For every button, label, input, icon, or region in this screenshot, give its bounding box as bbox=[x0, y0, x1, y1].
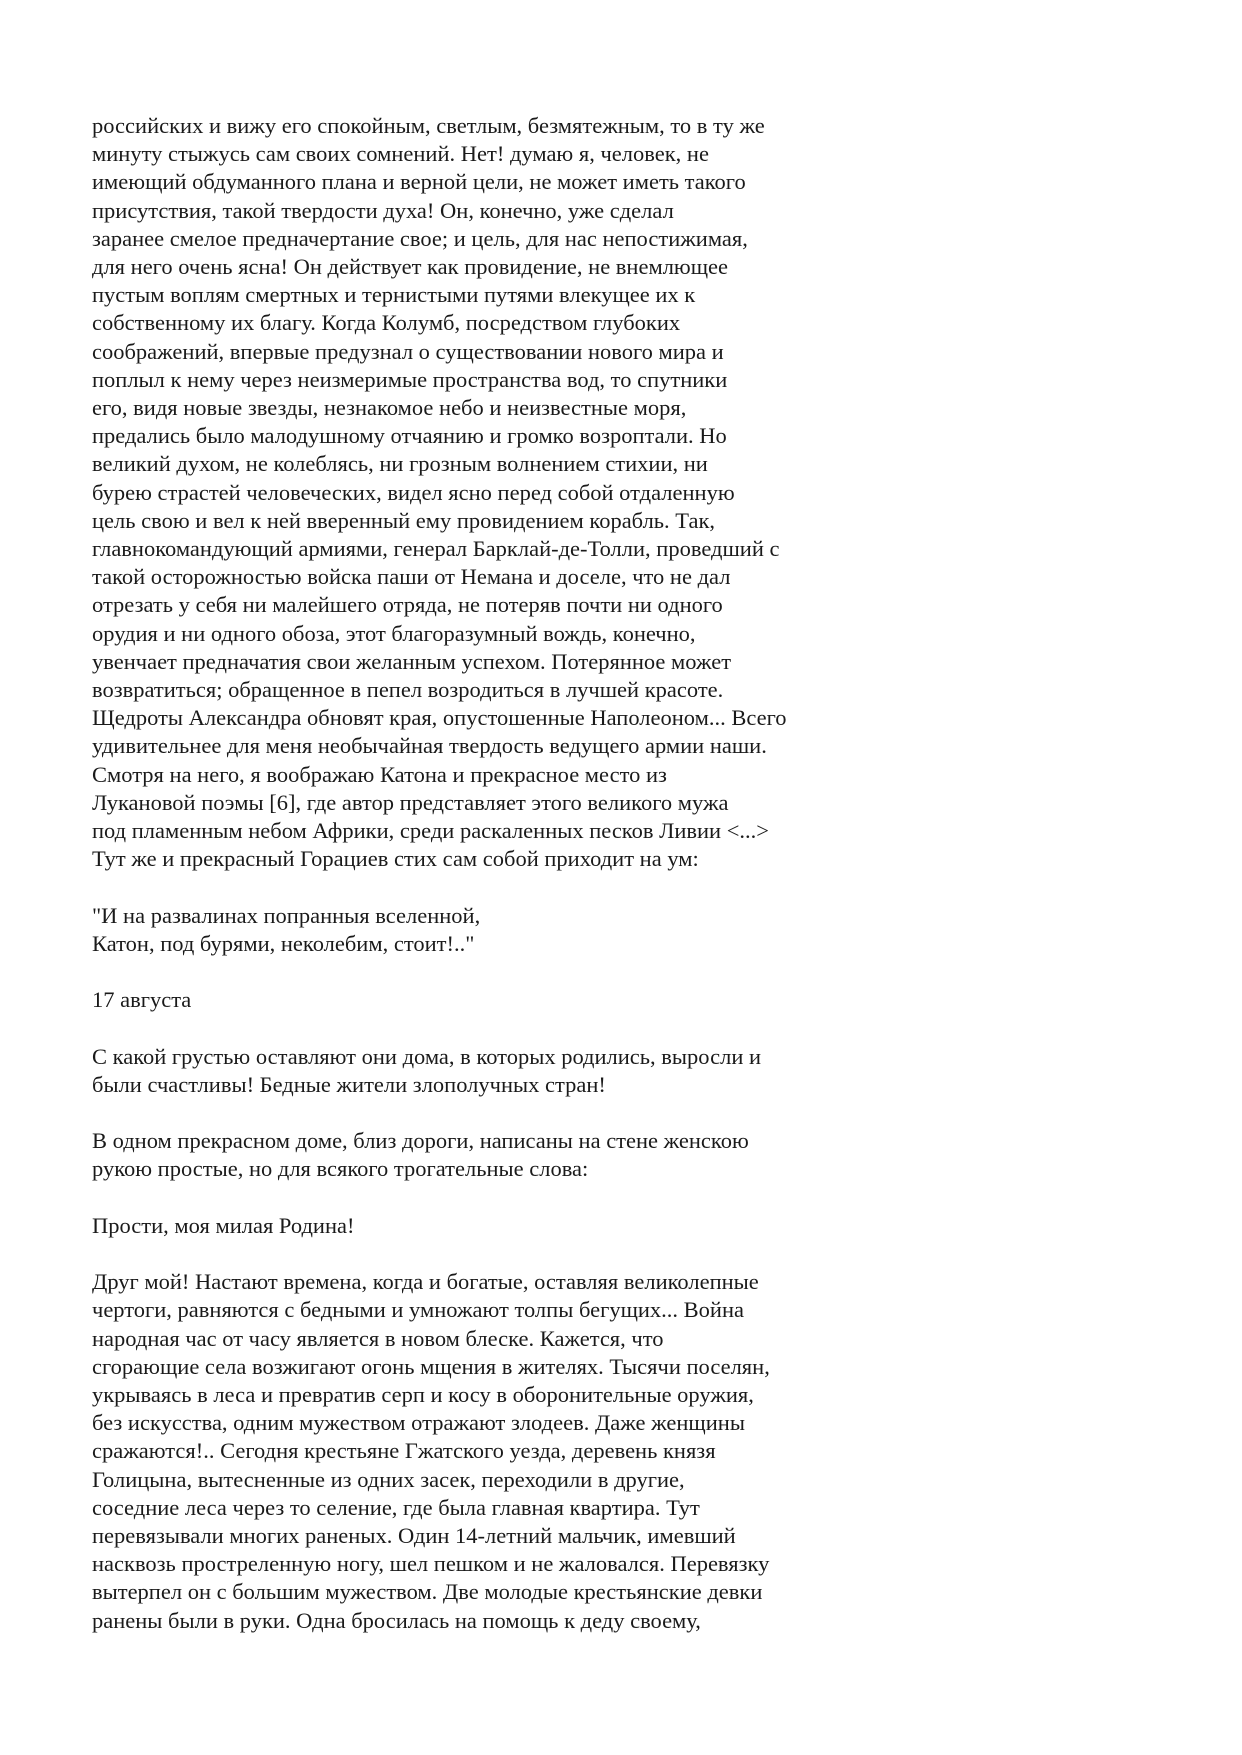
inscription-quote bbox=[92, 1212, 1152, 1240]
text-line: удивительнее для меня необычайная твердость ведущего армии наши. bbox=[92, 733, 767, 759]
text-line: великий духом, не колеблясь, ни грозным волнением стихии, ни bbox=[92, 451, 708, 477]
text-line: перевязывали многих раненых. Один 14-летний мальчик, имевший bbox=[92, 1523, 736, 1549]
text-line: собственному их благу. Когда Колумб, посредством глубоких bbox=[92, 310, 681, 336]
document-page bbox=[92, 112, 1152, 1635]
paragraph-spacer bbox=[92, 1184, 1152, 1212]
text-line: для него очень ясна! Он действует как провидение, не внемлющее bbox=[92, 254, 729, 280]
text-line: Лукановой поэмы [6], где автор представляет этого великого мужа bbox=[92, 789, 729, 815]
text-line: его, видя новые звезды, незнакомое небо и неизвестные моря, bbox=[92, 395, 687, 421]
document-body bbox=[92, 112, 1152, 1635]
text-line: поплыл к нему через неизмеримые пространства вод, то спутники bbox=[92, 366, 728, 392]
text-line: пустым воплям смертных и тернистыми путями влекущее их к bbox=[92, 282, 696, 308]
text-line: В одном прекрасном доме, близ дороги, написаны на стене женскою bbox=[92, 1128, 749, 1154]
paragraph-main-text bbox=[92, 112, 1152, 873]
paragraph-sadness bbox=[92, 1043, 1152, 1099]
paragraph-inscription bbox=[92, 1127, 1152, 1183]
paragraph-spacer bbox=[92, 1240, 1152, 1268]
text-line: российских и вижу его спокойным, светлым, безмятежным, то в ту же bbox=[92, 113, 765, 138]
text-line: без искусства, одним мужеством отражают злодеев. Даже женщины bbox=[92, 1410, 745, 1436]
text-line: цель свою и вел к ней вверенный ему провидением корабль. Так, bbox=[92, 507, 716, 533]
text-line: предались было малодушному отчаянию и громко возроптали. Но bbox=[92, 423, 727, 449]
text-line: Тут же и прекрасный Горациев стих сам собой приходит на ум: bbox=[92, 846, 699, 872]
verse-quote bbox=[92, 902, 1152, 958]
text-line: отрезать у себя ни малейшего отряда, не потеряв почти ни одного bbox=[92, 592, 723, 618]
text-line: рукою простые, но для всякого трогательные слова: bbox=[92, 1156, 589, 1182]
paragraph-spacer bbox=[92, 873, 1152, 901]
text-line: насквозь простреленную ногу, шел пешком и не жаловался. Перевязку bbox=[92, 1551, 770, 1577]
text-line: под пламенным небом Африки, среди раскаленных песков Ливии <...> bbox=[92, 818, 769, 844]
text-line: возвратиться; обращенное в пепел возродиться в лучшей красоте. bbox=[92, 677, 724, 703]
text-line: Прости, моя милая Родина! bbox=[92, 1212, 355, 1238]
text-line: Смотря на него, я воображаю Катона и прекрасное место из bbox=[92, 761, 667, 787]
text-line: народная час от часу является в новом блеске. Кажется, что bbox=[92, 1325, 664, 1351]
paragraph-spacer bbox=[92, 1014, 1152, 1042]
text-line: ранены были в руки. Одна бросилась на помощь к деду своему, bbox=[92, 1607, 701, 1633]
text-line: соображений, впервые предузнал о существовании нового мира и bbox=[92, 338, 724, 364]
text-line: такой осторожностью войска паши от Немана и доселе, что не дал bbox=[92, 564, 731, 590]
text-line: сражаются!.. Сегодня крестьяне Гжатского уезда, деревень князя bbox=[92, 1438, 716, 1464]
text-line: 17 августа bbox=[92, 987, 192, 1013]
text-line: "И на развалинах попранныя вселенной, bbox=[92, 902, 481, 928]
paragraph-spacer bbox=[92, 958, 1152, 986]
text-line: вытерпел он с большим мужеством. Две молодые крестьянские девки bbox=[92, 1579, 763, 1605]
text-line: Друг мой! Настают времена, когда и богатые, оставляя великолепные bbox=[92, 1269, 759, 1295]
text-line: С какой грустью оставляют они дома, в которых родились, выросли и bbox=[92, 1043, 762, 1069]
text-line: соседние леса через то селение, где была главная квартира. Тут bbox=[92, 1494, 700, 1520]
text-line: минуту стыжусь сам своих сомнений. Нет! думаю я, человек, не bbox=[92, 141, 709, 167]
text-line: бурею страстей человеческих, видел ясно перед собой отдаленную bbox=[92, 479, 735, 505]
text-line: Щедроты Александра обновят края, опустошенные Наполеоном... Всего bbox=[92, 705, 787, 731]
text-line: Голицына, вытесненные из одних засек, переходили в другие, bbox=[92, 1466, 685, 1492]
date-heading bbox=[92, 986, 1152, 1014]
text-line: укрываясь в леса и превратив серп и косу в оборонительные оружия, bbox=[92, 1382, 754, 1408]
paragraph-spacer bbox=[92, 1099, 1152, 1127]
text-line: были счастливы! Бедные жители злополучных стран! bbox=[92, 1071, 606, 1097]
text-line: заранее смелое предначертание свое; и цель, для нас непостижимая, bbox=[92, 225, 748, 251]
text-line: главнокомандующий армиями, генерал Барклай-де-Толли, проведший с bbox=[92, 536, 780, 562]
text-line: чертоги, равняются с бедными и умножают толпы бегущих... Война bbox=[92, 1297, 745, 1323]
text-line: имеющий обдуманного плана и верной цели, не может иметь такого bbox=[92, 169, 746, 195]
text-line: присутствия, такой твердости духа! Он, конечно, уже сделал bbox=[92, 197, 674, 223]
text-line: орудия и ни одного обоза, этот благоразумный вождь, конечно, bbox=[92, 620, 696, 646]
text-line: увенчает предначатия свои желанным успехом. Потерянное может bbox=[92, 648, 732, 674]
text-line: сгорающие села возжигают огонь мщения в жителях. Тысячи поселян, bbox=[92, 1353, 770, 1379]
text-line: Катон, под бурями, неколебим, стоит!.." bbox=[92, 930, 475, 956]
paragraph-people-war bbox=[92, 1268, 1152, 1635]
